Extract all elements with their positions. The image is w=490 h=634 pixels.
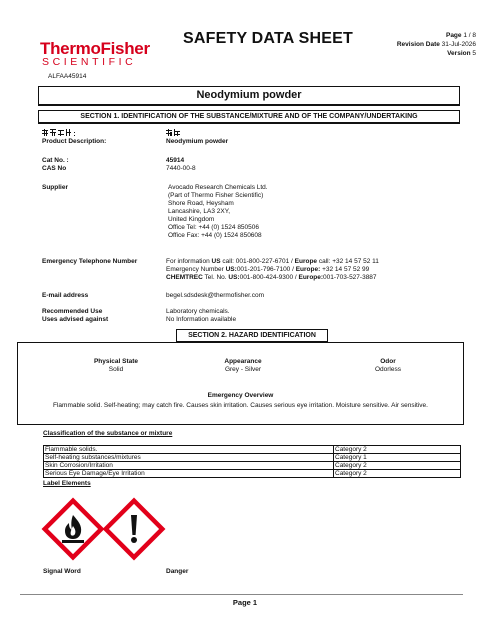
document-code: ALFAA45914 (48, 73, 87, 80)
table-row (44, 446, 461, 454)
uses-advised-against-value: No Information available (166, 316, 237, 323)
version-value: 5 (472, 50, 476, 57)
supplier-line: United Kingdom (168, 216, 215, 223)
emergency-region: Europe: (298, 274, 324, 281)
emergency-text: 001-800-424-9300 / (239, 274, 299, 281)
cat-no-label: Cat No. : (42, 157, 69, 164)
odor-value: Odorless (374, 366, 401, 373)
emergency-text: 001-201-796-7100 / (236, 266, 296, 273)
supplier-label: Supplier (42, 184, 69, 191)
page-number: Page 1 (232, 598, 258, 607)
emergency-text: Emergency Number (166, 266, 226, 273)
odor (348, 358, 428, 374)
label-elements-title: Label Elements (43, 480, 91, 487)
email-value[interactable]: begel.sdsdesk@thermofisher.com (166, 292, 265, 299)
classification-title: Classification of the substance or mixture (43, 430, 173, 437)
classification-table (43, 445, 461, 478)
hazard-cell: Flammable solids. (44, 446, 334, 454)
recommended-use-value: Laboratory chemicals. (166, 308, 230, 315)
emergency-text: call: 001-800-227-6701 / (220, 258, 295, 265)
emergency-text: call: +32 14 57 52 11 (317, 258, 379, 265)
logo-subtitle: SCIENTIFIC (42, 56, 137, 68)
physical-state (76, 358, 156, 374)
exclamation-pictogram-icon (101, 496, 167, 562)
version-label: Version (447, 50, 471, 57)
supplier-address (168, 184, 268, 240)
hazard-cell: Skin Corrosion/Irritation (44, 462, 334, 470)
emergency-region: US (211, 258, 221, 265)
document-meta (397, 31, 476, 58)
product-name-box (38, 86, 460, 106)
category-cell: Category 2 (334, 470, 461, 478)
supplier-line: Office Fax: +44 (0) 1524 850608 (168, 232, 262, 239)
table-row (44, 470, 461, 478)
emergency-phone-label: Emergency Telephone Number (42, 258, 138, 265)
revision-label: Revision Date (396, 41, 440, 48)
value-glyphs-icon (166, 129, 182, 137)
physical-state-value: Solid (108, 366, 124, 373)
emergency-text: +32 14 57 52 99 (320, 266, 370, 273)
emergency-region: Europe: (295, 266, 321, 273)
product-name: Neodymium powder (196, 89, 302, 101)
cas-label: CAS No (42, 165, 67, 172)
signal-word-value: Danger (166, 568, 189, 575)
emergency-phone-info (166, 258, 379, 282)
category-cell: Category 2 (334, 446, 461, 454)
emergency-region: US: (228, 274, 240, 281)
appearance-value: Grey - Silver (224, 366, 262, 373)
category-cell: Category 2 (334, 462, 461, 470)
cat-no-value: 45914 (166, 157, 185, 164)
emergency-text: 001-703-527-3887 (323, 274, 377, 281)
supplier-line: Shore Road, Heysham (168, 200, 234, 207)
emergency-overview-text: Flammable solid. Self-heating; may catch fire. Causes skin irritation. Causes serious eye irritation. Moisture sensitive. Air sensitive. (53, 402, 428, 409)
section2-title: SECTION 2. HAZARD IDENTIFICATION (176, 329, 328, 343)
flame-pictogram-icon (40, 496, 106, 562)
table-row (44, 454, 461, 462)
category-cell: Category 1 (334, 454, 461, 462)
signal-word-label: Signal Word (43, 568, 81, 575)
emergency-overview-title: Emergency Overview (207, 392, 274, 399)
uses-advised-against-label: Uses advised against (42, 316, 109, 323)
hazard-overview-box (17, 342, 464, 425)
product-description-value: Neodymium powder (166, 138, 229, 145)
logo-wordmark: ThermoFisher (40, 39, 150, 58)
emergency-text: For information (166, 258, 212, 265)
supplier-line: Avocado Research Chemicals Ltd. (168, 184, 268, 191)
section1-title: SECTION 1. IDENTIFICATION OF THE SUBSTANCE/MIXTURE AND OF THE COMPANY/UNDERTAKING (38, 110, 460, 124)
emergency-text: Tel. No. (202, 274, 229, 281)
recommended-use-label: Recommended Use (42, 308, 103, 315)
supplier-line: Office Tel: +44 (0) 1524 850506 (168, 224, 260, 231)
document-title: SAFETY DATA SHEET (183, 30, 353, 47)
odor-label: Odor (380, 358, 396, 365)
product-description-label: Product Description: (42, 138, 107, 145)
page-label: Page (445, 32, 462, 39)
emergency-region: US: (225, 266, 237, 273)
appearance-label: Appearance (224, 358, 262, 365)
label-glyphs-icon (42, 129, 82, 137)
table-row (44, 462, 461, 470)
emergency-region: CHEMTREC (166, 274, 203, 281)
appearance (203, 358, 283, 374)
cas-value: 7440-00-8 (166, 165, 196, 172)
emergency-region: Europe (294, 258, 318, 265)
hazard-cell: Serious Eye Damage/Eye Irritation (44, 470, 334, 478)
page-value: 1 / 8 (463, 32, 476, 39)
footer-divider (20, 594, 463, 595)
email-label: E-mail address (42, 292, 89, 299)
revision-value: 31-Jul-2026 (441, 41, 476, 48)
supplier-line: Lancashire, LA3 2XY, (168, 208, 231, 215)
supplier-line: (Part of Thermo Fisher Scientific) (168, 192, 264, 199)
hazard-cell: Self-heating substances/mixtures (44, 454, 334, 462)
physical-state-label: Physical State (93, 358, 139, 365)
